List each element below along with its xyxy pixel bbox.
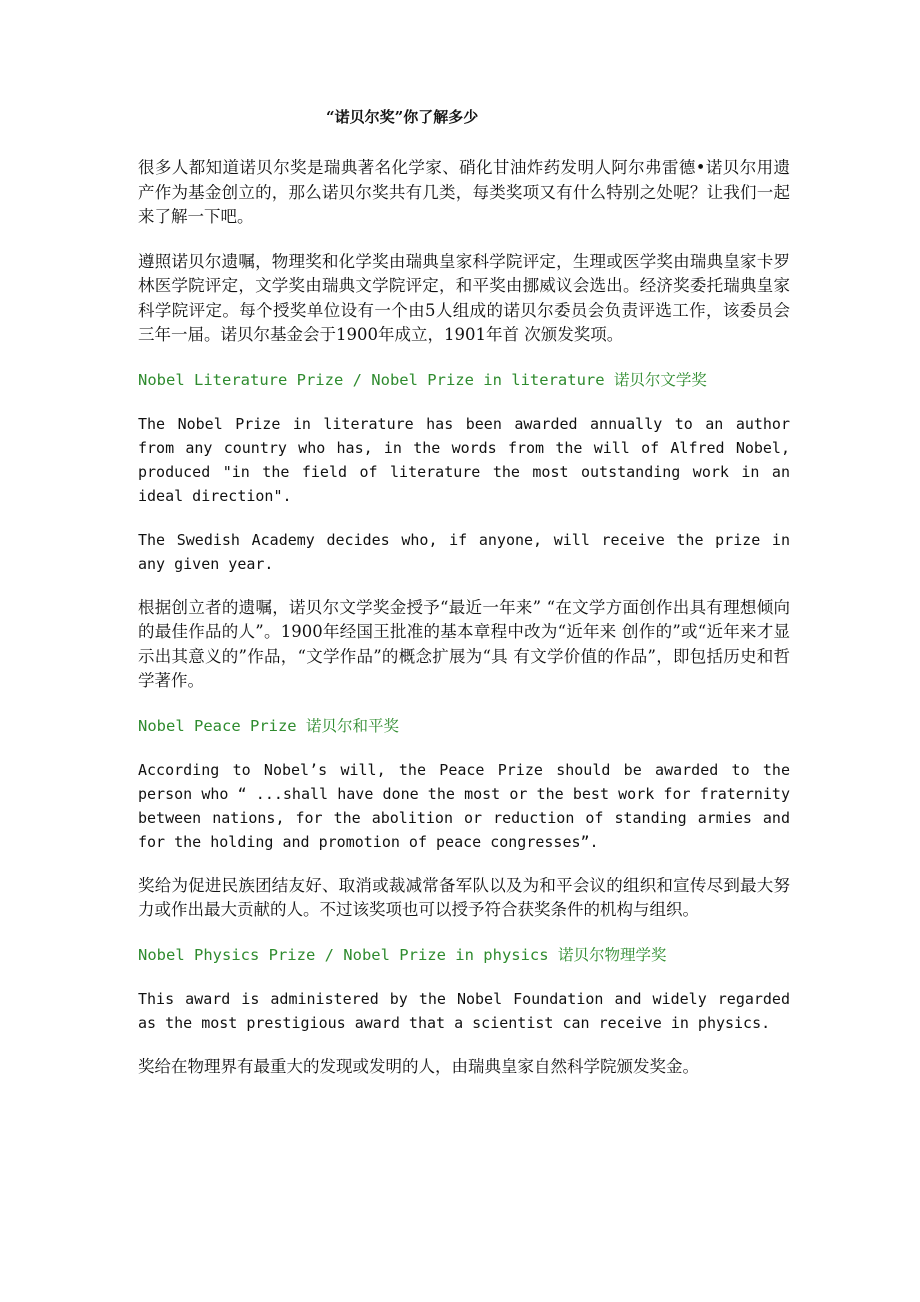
section-heading-peace (138, 714, 790, 738)
physics-cn-paragraph: 奖给在物理界有最重大的发现或发明的人，由瑞典皇家自然科学院颁发奖金。 (138, 1056, 699, 1076)
heading-cn: 诺贝尔文学奖 (613, 370, 707, 389)
peace-cn-paragraph: 奖给为促进民族团结友好、取消或裁减常备军队以及为和平会议的组织和宣传尽到最大努力或作出最大贡献的人。不过该奖项也可以授予符合获奖条件的机构与组织。 (138, 875, 790, 919)
heading-cn: 诺贝尔和平奖 (305, 716, 399, 735)
literature-en-paragraph-1: The Nobel Prize in literature has been awarded annually to an author from any country who has, in the words from the will of Alfred Nobel, produced "in the field of literature the most outstanding work in an ideal direction". (138, 414, 790, 505)
document-title: “诺贝尔奖”你了解多少 (326, 108, 479, 126)
heading-en: Nobel Physics Prize / Nobel Prize in physics (138, 945, 558, 964)
section-heading-physics (138, 943, 790, 967)
heading-cn: 诺贝尔物理学奖 (557, 945, 667, 964)
overview-paragraph: 遵照诺贝尔遗嘱，物理奖和化学奖由瑞典皇家科学院评定，生理或医学奖由瑞典皇家卡罗林医学院评定，文学奖由瑞典文学院评定，和平奖由挪威议会选出。经济奖委托瑞典皇家科学院评定。每个授奖单位设有一个由5人组成的诺贝尔委员会负责评选工作，该委员会三年一届。诺贝尔基金会于1900年成立，1901年首 次颁发奖项。 (138, 251, 790, 344)
physics-en-paragraph: This award is administered by the Nobel Foundation and widely regarded as the most prestigious award that a scientist can receive in physics. (138, 989, 790, 1032)
peace-en-paragraph: According to Nobel’s will, the Peace Prize should be awarded to the person who “ ...shall have done the most or the best work for fraternity between nations, for the abolition or reduction of standing armies and for the holding and promotion of peace congresses”. (138, 760, 790, 851)
literature-cn-paragraph: 根据创立者的遗嘱，诺贝尔文学奖金授予“最近一年来” “在文学方面创作出具有理想倾向的最佳作品的人”。1900年经国王批准的基本章程中改为“近年来 创作的”或“近年来才显示出其意义的”作品，“文学作品”的概念扩展为“具 有文学价值的作品”，即包括历史和哲学著作。 (138, 597, 790, 690)
heading-en: Nobel Peace Prize (138, 716, 306, 735)
literature-en-paragraph-2: The Swedish Academy decides who, if anyone, will receive the prize in any given year. (138, 530, 790, 573)
section-heading-literature (138, 368, 790, 392)
heading-en: Nobel Literature Prize / Nobel Prize in literature (138, 370, 614, 389)
document-page (138, 100, 790, 1079)
intro-paragraph: 很多人都知道诺贝尔奖是瑞典著名化学家、硝化甘油炸药发明人阿尔弗雷德•诺贝尔用遗产作为基金创立的，那么诺贝尔奖共有几类，每类奖项又有什么特别之处呢？让我们一起来了解一下吧。 (138, 158, 790, 226)
